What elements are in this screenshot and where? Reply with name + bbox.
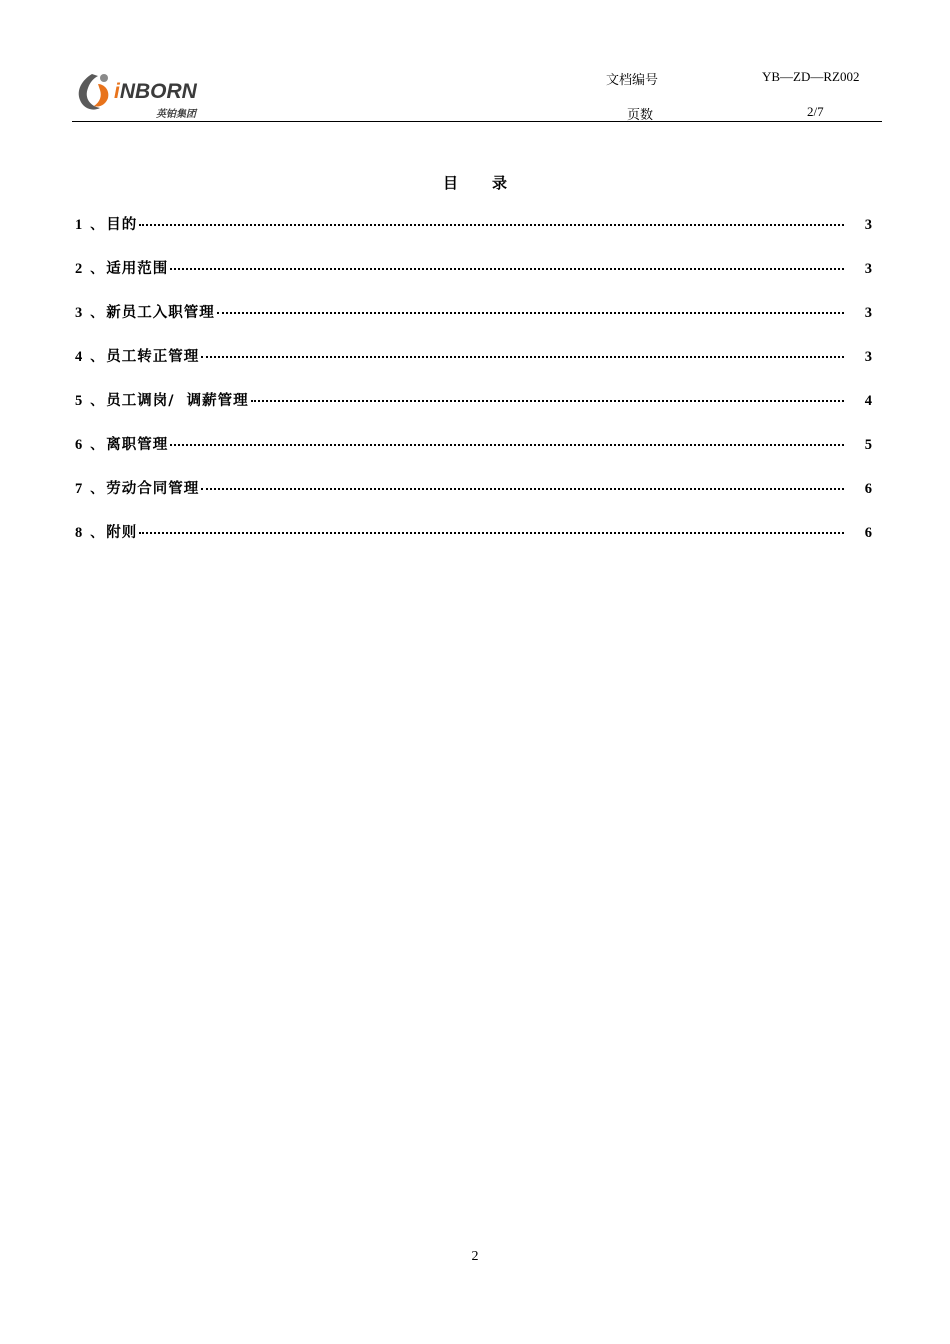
doc-number-label: 文档编号 [606, 72, 659, 87]
toc-entry-title: 目的 [106, 217, 138, 233]
toc-leader-dots [139, 224, 844, 226]
toc-entry-title: 员工调岗/ 调薪管理 [106, 393, 249, 409]
toc-entry[interactable] [75, 433, 872, 477]
toc-entry-title: 员工转正管理 [106, 349, 200, 365]
toc-entry-page: 6 [864, 525, 872, 541]
page-header [72, 60, 882, 122]
header-divider [72, 121, 882, 122]
toc-entry-page: 3 [864, 305, 872, 321]
toc-entry-separator: 、 [90, 394, 104, 409]
toc-entry-separator: 、 [90, 350, 104, 365]
toc-title: 目 录 [442, 174, 508, 192]
toc-entry[interactable] [75, 213, 872, 257]
logo-wordmark: iNBORN [114, 80, 197, 103]
toc-leader-dots [139, 532, 844, 534]
toc-leader-dots [201, 488, 844, 490]
toc-entry[interactable] [75, 477, 872, 521]
page-number: 2 [471, 1249, 479, 1264]
toc-entry[interactable] [75, 521, 872, 565]
doc-number-value: YB—ZD—RZ002 [762, 69, 860, 84]
logo-subtitle: 英铂集团 [156, 109, 196, 120]
toc-entry-number: 2 [75, 261, 83, 277]
toc-entry-number: 3 [75, 305, 83, 321]
toc-entry-number: 8 [75, 525, 83, 541]
toc-list [75, 213, 872, 565]
pages-value: 2/7 [807, 104, 824, 119]
toc-entry-separator: 、 [90, 526, 104, 541]
toc-entry-separator: 、 [90, 438, 104, 453]
toc-entry-page: 6 [864, 481, 872, 497]
toc-entry-page: 5 [864, 437, 872, 453]
pages-label: 页数 [627, 107, 654, 122]
toc-leader-dots [251, 400, 844, 402]
toc-entry[interactable] [75, 389, 872, 433]
toc-entry-title: 附则 [106, 525, 138, 541]
toc-entry-page: 4 [864, 393, 872, 409]
toc-leader-dots [170, 444, 844, 446]
toc-entry-title: 适用范围 [106, 261, 169, 277]
toc-entry-title: 劳动合同管理 [106, 481, 200, 497]
toc-entry[interactable] [75, 257, 872, 301]
toc-entry-separator: 、 [90, 262, 104, 277]
toc-leader-dots [201, 356, 844, 358]
company-logo [74, 68, 214, 120]
toc-entry-number: 4 [75, 349, 83, 365]
toc-entry-number: 5 [75, 393, 83, 409]
toc-entry-title: 新员工入职管理 [106, 305, 215, 321]
toc-entry-number: 1 [75, 217, 83, 233]
toc-entry-page: 3 [864, 261, 872, 277]
toc-entry-separator: 、 [90, 482, 104, 497]
toc-entry[interactable] [75, 301, 872, 345]
toc-entry[interactable] [75, 345, 872, 389]
toc-entry-page: 3 [864, 217, 872, 233]
toc-leader-dots [217, 312, 844, 314]
toc-entry-separator: 、 [90, 218, 104, 233]
toc-entry-title: 离职管理 [106, 437, 169, 453]
toc-entry-number: 6 [75, 437, 83, 453]
toc-leader-dots [170, 268, 844, 270]
toc-entry-number: 7 [75, 481, 83, 497]
toc-entry-separator: 、 [90, 306, 104, 321]
toc-entry-page: 3 [864, 349, 872, 365]
logo-mark-icon [74, 70, 118, 114]
